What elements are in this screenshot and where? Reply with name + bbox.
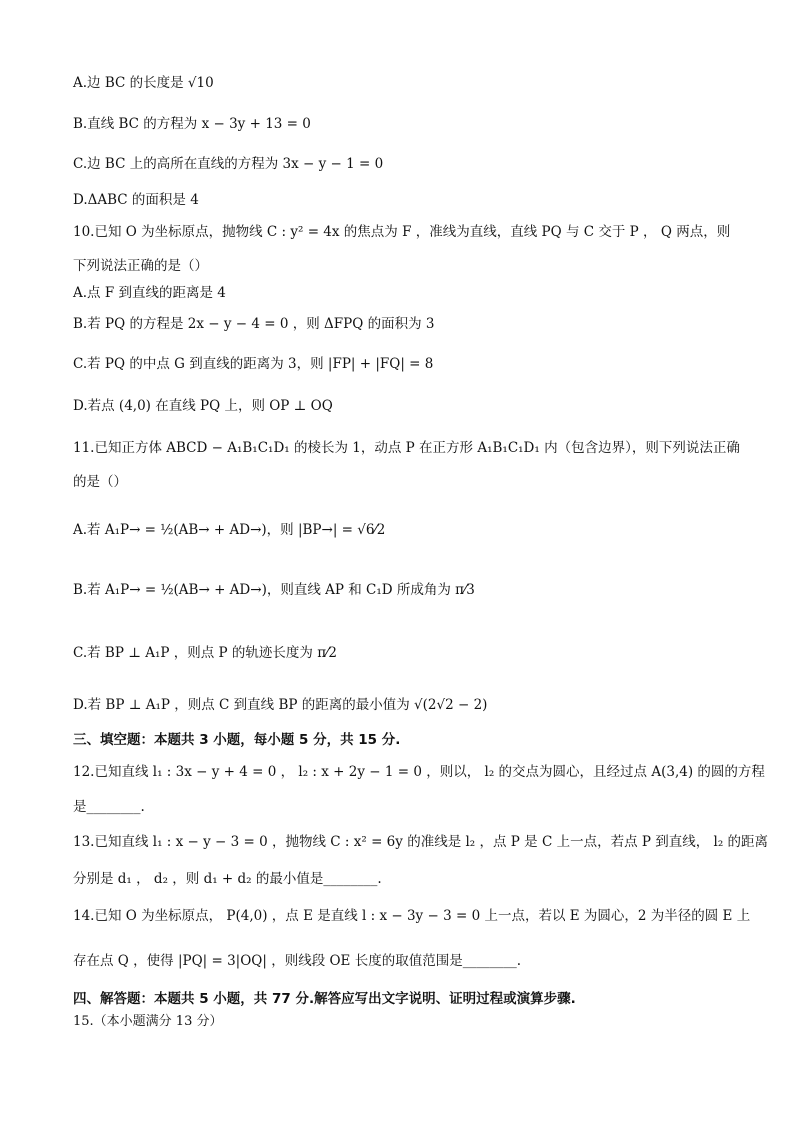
question-11-stem-cont: 的是（） bbox=[73, 474, 127, 490]
option-10c: C.若 PQ 的中点 G 到直线的距离为 3，则 |FP| + |FQ| = 8 bbox=[73, 356, 434, 372]
section-heading-fill-in: 三、填空题：本题共 3 小题，每小题 5 分，共 15 分. bbox=[73, 732, 401, 748]
question-13-stem-cont: 分别是 d₁ ， d₂ ，则 d₁ + d₂ 的最小值是________. bbox=[73, 871, 382, 887]
question-13-stem: 13.已知直线 l₁ : x − y − 3 = 0 ，抛物线 C : x² = 6y 的准线是 l₂ ，点 P 是 C 上一点，若点 P 到直线， l₂ 的距离 bbox=[73, 834, 769, 850]
question-11-stem: 11.已知正方体 ABCD − A₁B₁C₁D₁ 的棱长为 1，动点 P 在正方形 A₁B₁C₁D₁ 内（包含边界），则下列说法正确 bbox=[73, 440, 740, 456]
option-11b: B.若 A₁P→ = ½(AB→ + AD→)，则直线 AP 和 C₁D 所成角为 π⁄3 bbox=[73, 582, 475, 598]
question-12-stem: 12.已知直线 l₁ : 3x − y + 4 = 0 ， l₂ : x + 2y − 1 = 0 ，则以， l₂ 的交点为圆心，且经过点 A(3,4) 的圆的方程 bbox=[73, 764, 765, 780]
section-heading-solutions: 四、解答题：本题共 5 小题，共 77 分.解答应写出文字说明、证明过程或演算步骤. bbox=[73, 991, 576, 1007]
option-11d: D.若 BP ⊥ A₁P ，则点 C 到直线 BP 的距离的最小值为 √(2√2 − 2) bbox=[73, 697, 488, 713]
question-14-stem: 14.已知 O 为坐标原点， P(4,0) ，点 E 是直线 l : x − 3y − 3 = 0 上一点，若以 E 为圆心，2 为半径的圆 E 上 bbox=[73, 908, 751, 924]
option-10a: A.点 F 到直线的距离是 4 bbox=[73, 285, 226, 301]
option-10d: D.若点 (4,0) 在直线 PQ 上，则 OP ⊥ OQ bbox=[73, 398, 333, 414]
question-15-header: 15.（本小题满分 13 分） bbox=[73, 1014, 223, 1029]
option-10b: B.若 PQ 的方程是 2x − y − 4 = 0 ，则 ΔFPQ 的面积为 3 bbox=[73, 316, 435, 332]
option-9a: A.边 BC 的长度是 √10 bbox=[73, 75, 214, 91]
question-14-stem-cont: 存在点 Q ，使得 |PQ| = 3|OQ| ，则线段 OE 长度的取值范围是________. bbox=[73, 953, 521, 969]
option-9d: D.ΔABC 的面积是 4 bbox=[73, 192, 199, 208]
question-10-stem-cont: 下列说法正确的是（） bbox=[73, 258, 208, 274]
question-12-stem-cont: 是________. bbox=[73, 799, 145, 815]
option-9c: C.边 BC 上的高所在直线的方程为 3x − y − 1 = 0 bbox=[73, 156, 384, 172]
question-10-stem: 10.已知 O 为坐标原点，抛物线 C : y² = 4x 的焦点为 F ，准线为直线，直线 PQ 与 C 交于 P ， Q 两点，则 bbox=[73, 224, 731, 240]
option-9b: B.直线 BC 的方程为 x − 3y + 13 = 0 bbox=[73, 116, 311, 132]
option-11a: A.若 A₁P→ = ½(AB→ + AD→)，则 |BP→| = √6⁄2 bbox=[73, 522, 386, 538]
option-11c: C.若 BP ⊥ A₁P ，则点 P 的轨迹长度为 π⁄2 bbox=[73, 645, 337, 661]
